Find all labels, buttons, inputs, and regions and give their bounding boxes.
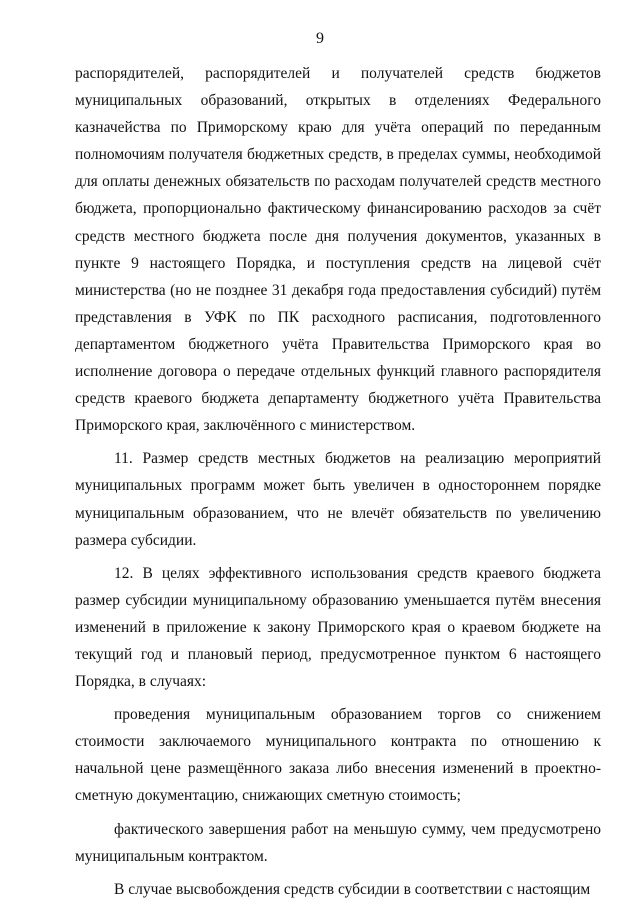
document-body — [75, 60, 601, 903]
page-number: 9 — [316, 30, 324, 47]
paragraph-item-12-case-completion: фактического завершения работ на меньшую сумму, чем предусмотрено муниципальным контрактом. — [75, 820, 601, 865]
paragraph-subsidy-release: В случае высвобождения средств субсидии в соответствии с настоящим — [114, 880, 591, 898]
paragraph-item-12: 12. В целях эффективного использования средств краевого бюджета размер субсидии муниципальному образованию уменьшается путём внесения изменений в приложение к закону Приморского края о краевом бюджете на текущий год и плановый период, предусмотренное пунктом 6 настоящего Порядка, в случаях: — [75, 564, 601, 691]
paragraph-item-11: 11. Размер средств местных бюджетов на реализацию мероприятий муниципальных программ может быть увеличен в одностороннем порядке муниципальным образованием, что не влечёт обязательств по увеличению размера субсидии. — [75, 450, 601, 549]
paragraph-item-12-case-tenders: проведения муниципальным образованием торгов со снижением стоимости заключаемого муниципального контракта по отношению к начальной цене размещённого заказа либо внесения изменений в проектно-сметную документацию, снижающих сметную стоимость; — [75, 706, 601, 805]
paragraph-continuation: распорядителей, распорядителей и получателей средств бюджетов муниципальных образований, открытых в отделениях Федерального казначейства по Приморскому краю для учёта операций по переданным полномочиям получателя бюджетных средств, в пределах суммы, необходимой для оплаты денежных обязательств по расходам получателей средств местного бюджета, пропорционально фактическому финансированию расходов за счёт средств местного бюджета после дня получения документов, указанных в пункте 9 настоящего Порядка, и поступления средств на лицевой счёт министерства (но не позднее 31 декабря года предоставления субсидий) путём представления в УФК по ПК расходного расписания, подготовленного департаментом бюджетного учёта Правительства Приморского края во исполнение договора о передаче отдельных функций главного распорядителя средств краевого бюджета департаменту бюджетного учёта Правительства Приморского края, заключённого с министерством. — [75, 65, 601, 435]
